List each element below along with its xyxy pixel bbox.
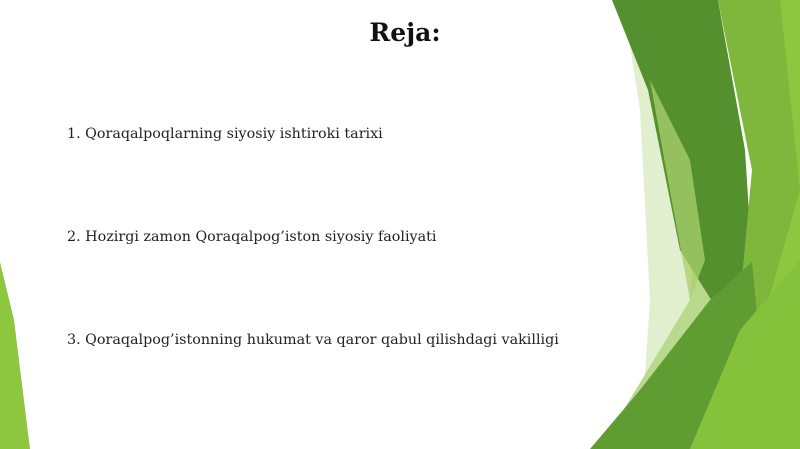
plan-item-2: 2. Hozirgi zamon Qoraqalpog’iston siyosiy faoliyati (67, 229, 437, 245)
plan-item-3: 3. Qoraqalpog’istonning hukumat va qaror qabul qilishdagi vakilligi (67, 332, 559, 348)
plan-item-1: 1. Qoraqalpoqlarning siyosiy ishtiroki tarixi (67, 126, 383, 142)
left-green-sliver (0, 262, 30, 449)
slide-title: Reja: (369, 18, 441, 47)
